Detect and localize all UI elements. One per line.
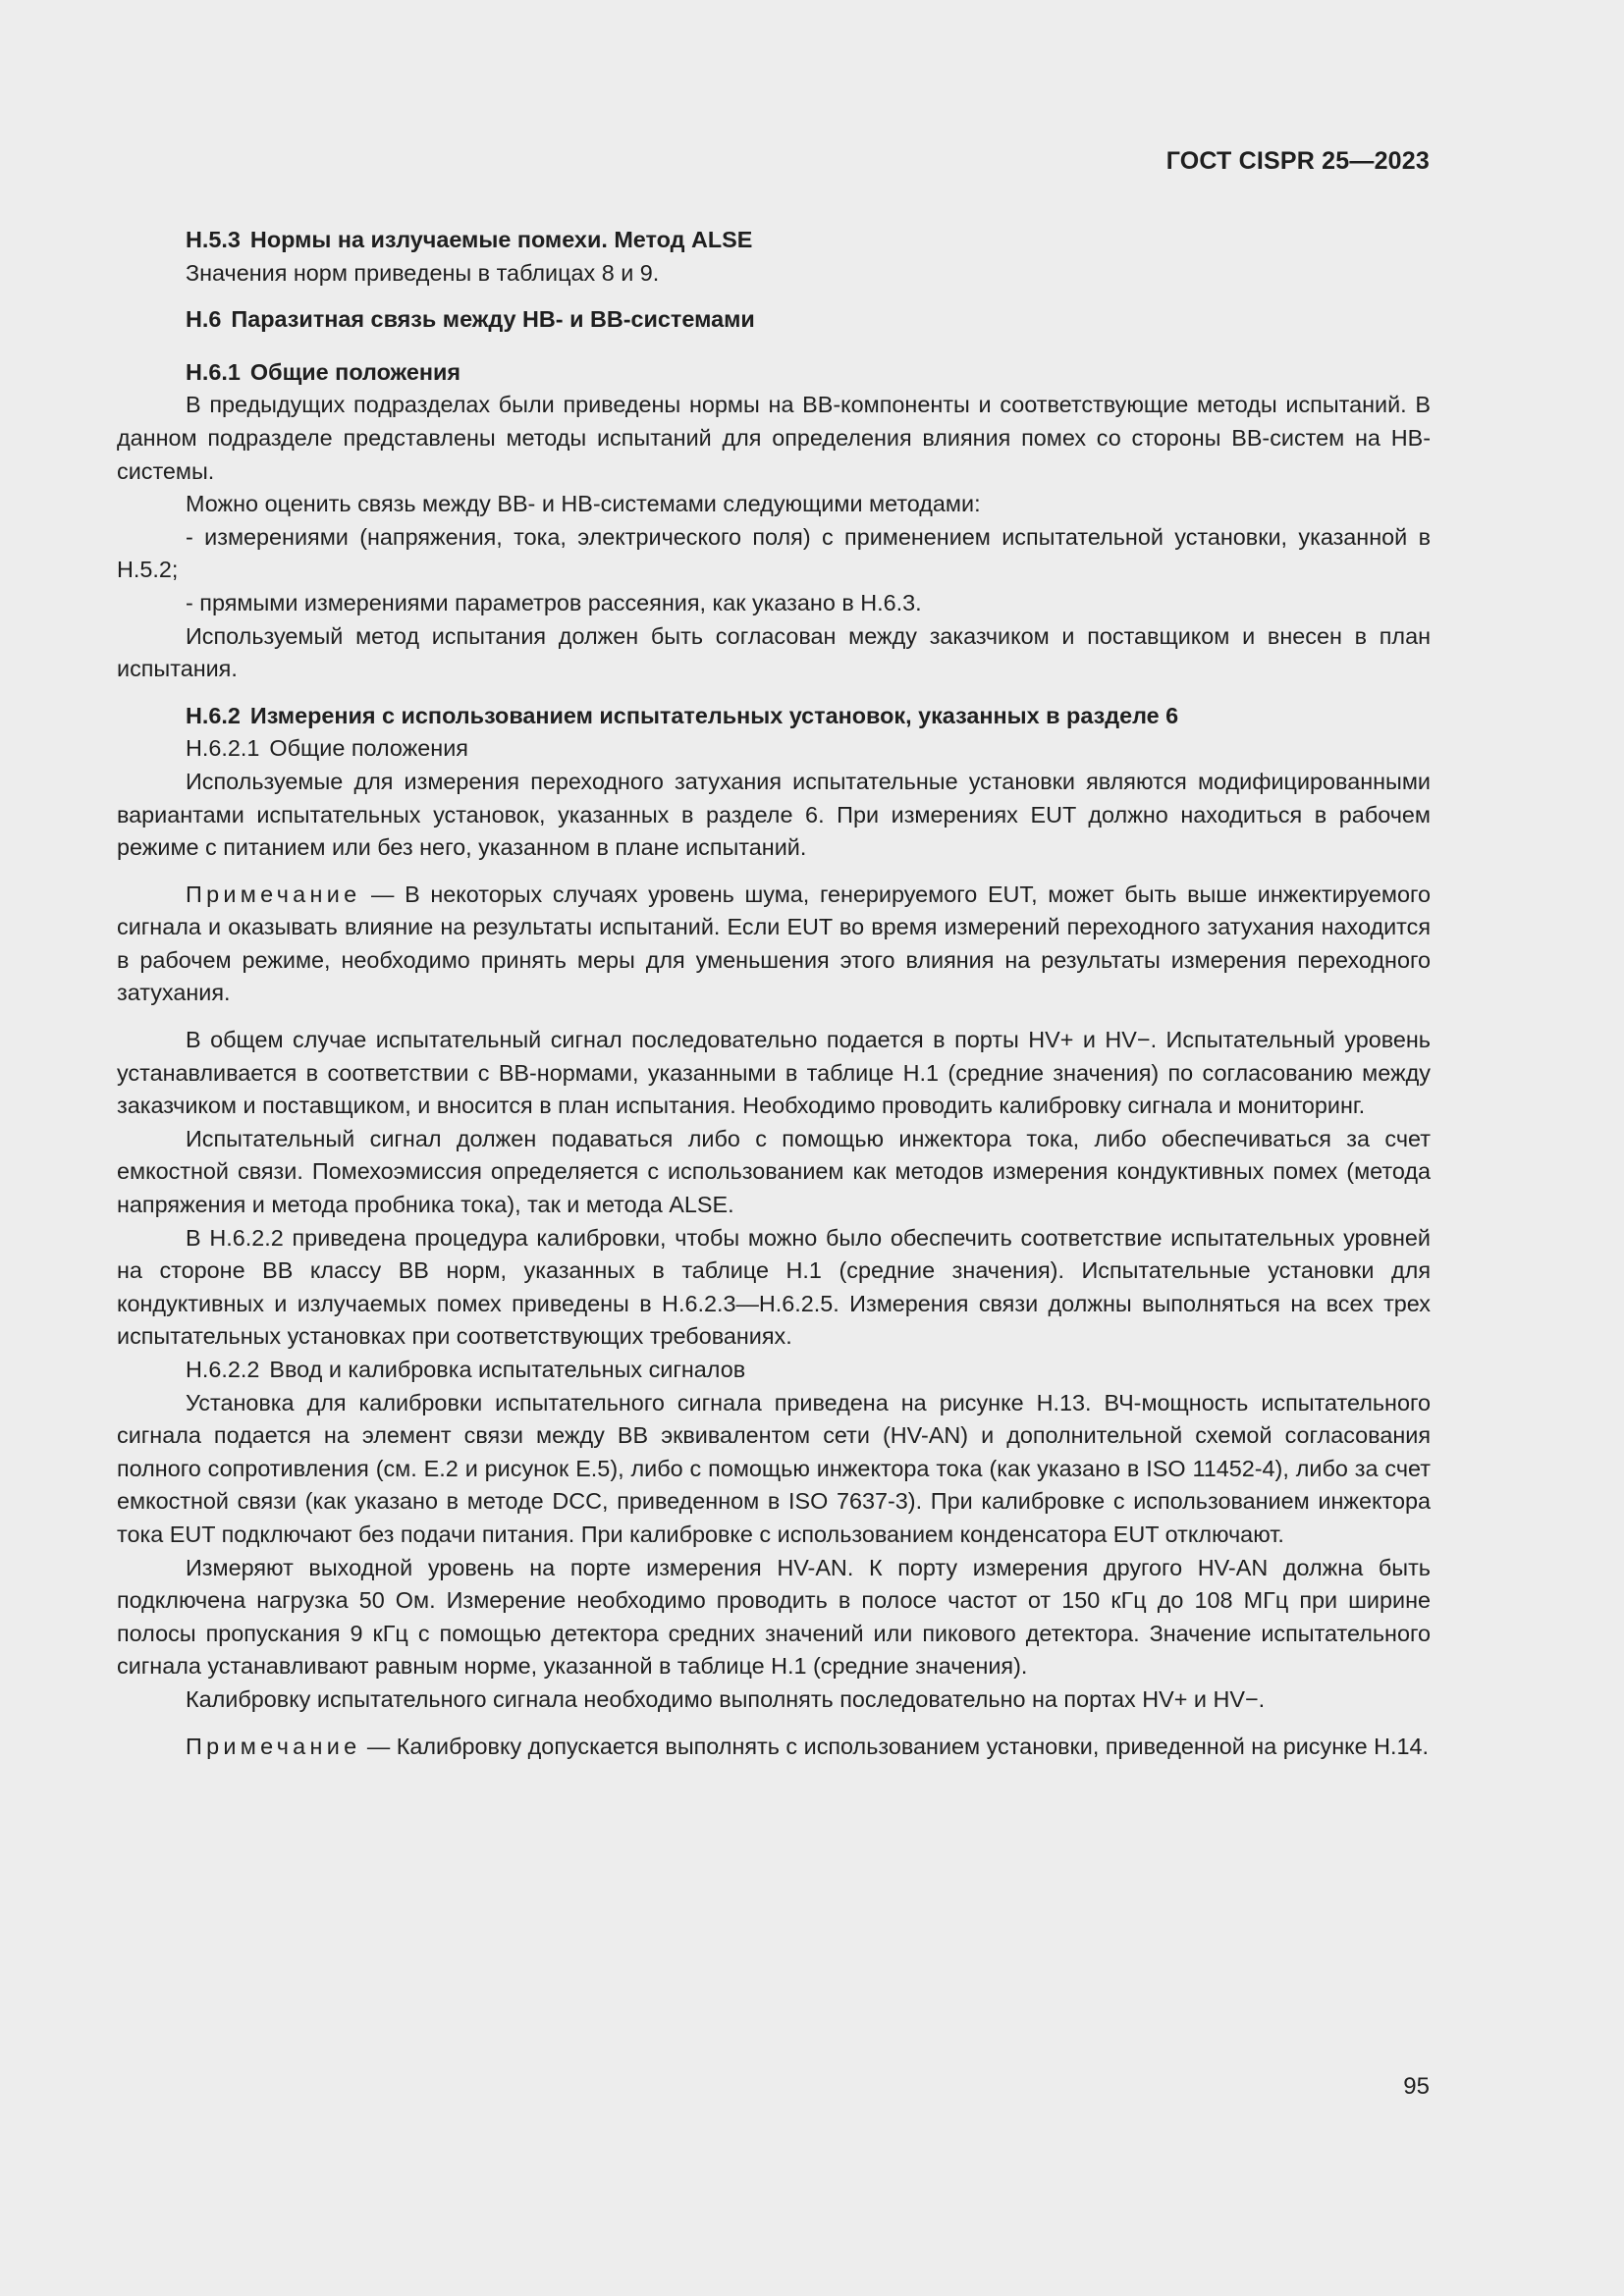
paragraph: Установка для калибровки испытательного сигнала приведена на рисунке Н.13. ВЧ-мощность испытательного сигнала подается на элемент связи между ВВ эквивалентом сети (HV-AN) и дополнительной схемой согласования полного сопротивления (см. Е.2 и рисунок Е.5), либо с помощью инжектора тока (как указано в ISO 11452-4), либо за счет емкостной связи (как указано в методе DCC, приведенном в ISO 7637-3). При калибровке с использованием инжектора тока EUT подключают без подачи питания. При калибровке с использованием конденсатора EUT отключают.: [117, 1389, 1431, 1547]
note: [117, 879, 1431, 1010]
heading-title: Общие положения: [249, 358, 460, 385]
heading-title: Паразитная связь между НВ- и ВВ-системами: [231, 306, 755, 333]
subheading-h622: [117, 1354, 1431, 1387]
heading-number: H.6.2.1: [186, 735, 260, 762]
paragraph: В предыдущих подразделах были приведены нормы на ВВ-компоненты и соответствующие методы испытаний. В данном подразделе представлены методы испытаний для определения влияния помех со стороны ВВ-систем на НВ-системы.: [117, 392, 1431, 484]
paragraph: Можно оценить связь между ВВ- и НВ-системами следующими методами:: [186, 491, 981, 517]
heading-h53: [117, 224, 1431, 257]
paragraph: Используемые для измерения переходного затухания испытательные установки являются модифицированными вариантами испытательных установок, указанных в разделе 6. При измерениях EUT должно находиться в рабочем режиме с питанием или без него, указанном в плане испытаний.: [117, 768, 1431, 861]
heading-title: Нормы на излучаемые помехи. Метод ALSE: [249, 227, 753, 252]
subheading-h621: [117, 732, 1431, 766]
list-item: - прямыми измерениями параметров рассеяния, как указано в Н.6.3.: [186, 589, 922, 615]
document-header: ГОСТ CISPR 25—2023: [1165, 147, 1430, 175]
heading-h6: [117, 303, 1431, 337]
heading-number: H.6: [186, 306, 222, 333]
page-number: 95: [1403, 2073, 1430, 2100]
note-text: — Калибровку допускается выполнять с использованием установки, приведенной на рисунке Н.14.: [360, 1733, 1430, 1759]
list-item: - измерениями (напряжения, тока, электрического поля) с применением испытательной установки, указанной в Н.5.2;: [117, 523, 1431, 583]
note-label: Примечание: [186, 1733, 361, 1759]
paragraph: В общем случае испытательный сигнал последовательно подается в порты HV+ и HV−. Испытательный уровень устанавливается в соответствии с ВВ-нормами, указанными в таблице Н.1 (средние значения) по согласованию между заказчиком и поставщиком, и вносится в план испытания. Необходимо проводить калибровку сигнала и мониторинг.: [117, 1027, 1431, 1119]
paragraph: Измеряют выходной уровень на порте измерения HV-AN. К порту измерения другого HV-AN должна быть подключена нагрузка 50 Ом. Измерение необходимо проводить в полосе частот от 150 кГц до 108 МГц при ширине полосы пропускания 9 кГц с помощью детектора средних значений или пикового детектора. Значение испытательного сигнала устанавливают равным норме, указанной в таблице Н.1 (средние значения).: [117, 1554, 1431, 1680]
paragraph: Испытательный сигнал должен подаваться либо с помощью инжектора тока, либо обеспечиваться за счет емкостной связи. Помехоэмиссия определяется с использованием как методов измерения кондуктивных помех (метода напряжения и метода пробника тока), так и метода ALSE.: [117, 1125, 1431, 1218]
heading-h62: [117, 700, 1431, 733]
heading-h61: [117, 356, 1431, 390]
note: [117, 1731, 1431, 1764]
note-text: — В некоторых случаях уровень шума, генерируемого EUT, может быть выше инжектируемого сигнала и оказывать влияние на результаты испытаний. Если EUT во время измерений переходного затухания находится в рабочем режиме, необходимо принять меры для уменьшения этого влияния на результаты измерения переходного затухания.: [117, 881, 1431, 1006]
paragraph: Калибровку испытательного сигнала необходимо выполнять последовательно на портах HV+ и HV−.: [186, 1685, 1266, 1712]
heading-number: H.6.2: [186, 702, 241, 728]
note-label: Примечание: [186, 881, 361, 907]
heading-title: Измерения с использованием испытательных установок, указанных в разделе 6: [249, 702, 1179, 728]
heading-title: Общие положения: [269, 735, 468, 762]
paragraph: В Н.6.2.2 приведена процедура калибровки, чтобы можно было обеспечить соответствие испытательных уровней на стороне ВВ классу ВВ норм, указанных в таблице Н.1 (средние значения). Испытательные установки для кондуктивных и излучаемых помех приведены в Н.6.2.3—Н.6.2.5. Измерения связи должны выполняться на всех трех испытательных установках при соответствующих требованиях.: [117, 1224, 1431, 1350]
heading-title: Ввод и калибровка испытательных сигналов: [269, 1357, 746, 1382]
document-body: [117, 224, 1431, 1763]
heading-number: H.5.3: [186, 227, 241, 252]
paragraph: Значения норм приведены в таблицах 8 и 9.: [186, 259, 660, 286]
heading-number: H.6.1: [186, 358, 241, 385]
paragraph: Используемый метод испытания должен быть согласован между заказчиком и поставщиком и внесен в план испытания.: [117, 622, 1431, 682]
heading-number: H.6.2.2: [186, 1357, 260, 1382]
